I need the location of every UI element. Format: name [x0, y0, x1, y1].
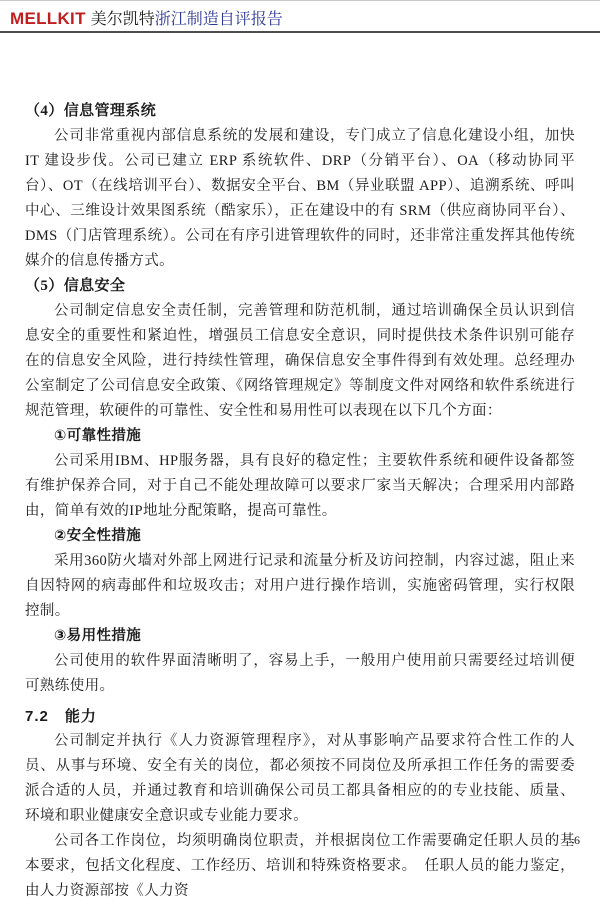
chapter-heading: 7.2 能力 [25, 708, 97, 725]
sub-heading: ①可靠性措施 [54, 428, 142, 444]
paragraph: 公司非常重视内部信息系统的发展和建设，专门成立了信息化建设小组，加快 IT 建设步伐。公司已建立 ERP 系统软件、DRP（分销平台）、OA（移动协同平台）、OT（在线培训平台）、数据安全平台、BM（异业联盟 APP）、追溯系统、呼叫中心、三维设计效果图系统（酷家乐），正在建设中的有 SRM（供应商协同平台）、DMS（门店管理系统）。公司在有序引进管理软件的同时，还非常注重发挥其他传统媒介的信息传播方式。 [25, 128, 575, 269]
header-title-black: 美尔凯特 [90, 11, 155, 28]
header-title-blue: 浙江制造自评报告 [154, 11, 283, 28]
section-heading: （4）信息管理系统 [25, 103, 157, 119]
sub-heading: ③易用性措施 [54, 628, 142, 644]
brand-logo-text: MELLKIT [10, 9, 86, 28]
paragraph: 公司采用IBM、HP服务器，具有良好的稳定性；主要软件系统和硬件设备都签有维护保养合同，对于自己不能处理故障可以要求厂家当天解决；合理采用内部路由，简单有效的IP地址分配策略，提高可靠性。 [25, 453, 575, 519]
sub-heading: ②安全性措施 [54, 528, 142, 544]
page-number: 6 [574, 833, 580, 847]
document-body [0, 33, 600, 904]
paragraph: 公司使用的软件界面清晰明了，容易上手，一般用户使用前只需要经过培训便可熟练使用。 [25, 653, 575, 694]
paragraph: 公司制定信息安全责任制，完善管理和防范机制，通过培训确保全员认识到信息安全的重要性和紧迫性，增强员工信息安全意识，同时提供技术条件识别可能存在的信息安全风险，进行持续性管理，确保信息安全事件得到有效处理。总经理办公室制定了公司信息安全政策、《网络管理规定》等制度文件对网络和软件系统进行规范管理，软硬件的可靠性、安全性和易用性可以表现在以下几个方面： [25, 303, 575, 419]
paragraph: 采用360防火墙对外部上网进行记录和流量分析及访问控制，内容过滤，阻止来自因特网的病毒邮件和垃圾攻击；对用户进行操作培训，实施密码管理，实行权限控制。 [25, 553, 575, 619]
section-heading: （5）信息安全 [25, 278, 126, 294]
paragraph: 公司各工作岗位，均须明确岗位职责，并根据岗位工作需要确定任职人员的基本要求，包括文化程度、工作经历、培训和特殊资格要求。 任职人员的能力鉴定，由人力资源部按《人力资 [25, 833, 575, 899]
paragraph: 公司制定并执行《人力资源管理程序》，对从事影响产品要求符合性工作的人员、从事与环境、安全有关的岗位，都必须按不同岗位及所承担工作任务的需要委派合适的人员，并通过教育和培训确保公司员工都具备相应的的专业技能、质量、环境和职业健康安全意识或专业能力要求。 [25, 733, 575, 824]
page-header [0, 1, 600, 33]
